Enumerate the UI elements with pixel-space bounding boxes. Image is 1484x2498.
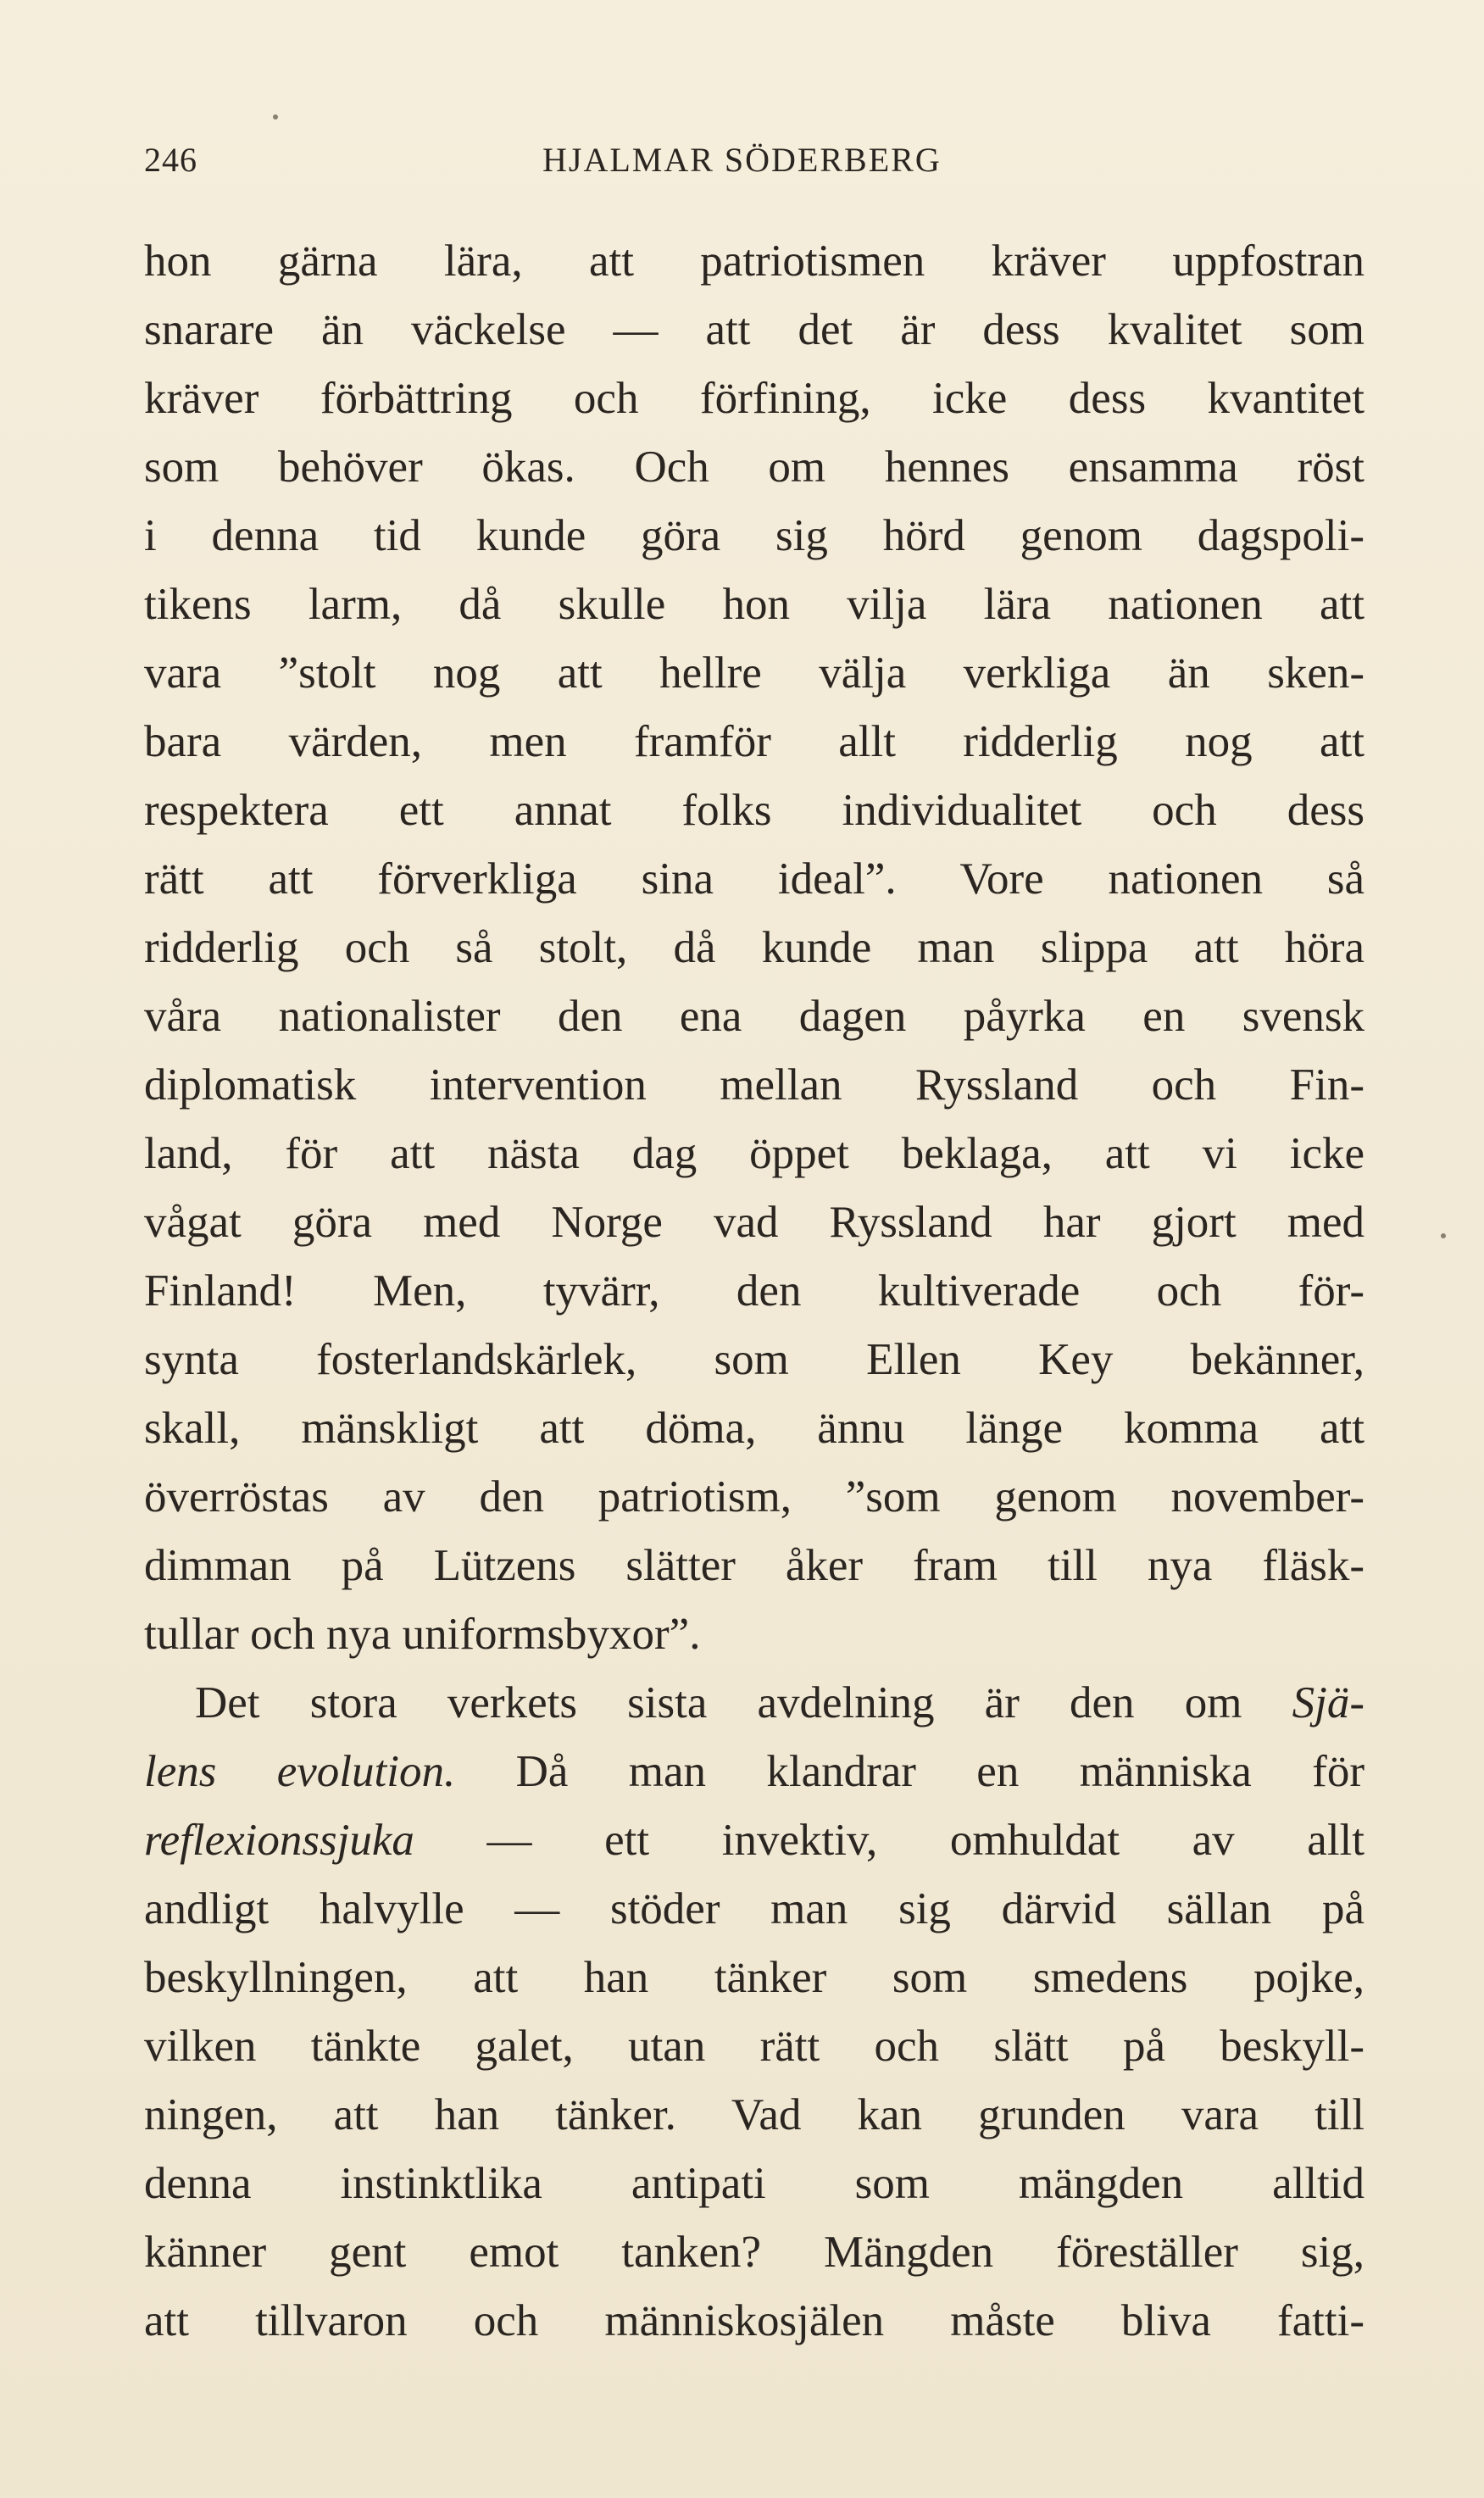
text-run: Då man klandrar en människa för [455, 1747, 1365, 1796]
text-line: dimman på Lützens slätter åker fram till nya fläsk- [144, 1541, 1365, 1590]
text-line: respektera ett annat folks individualitet och dess [144, 786, 1365, 835]
italic-text: lens evolution. [144, 1747, 456, 1796]
paper-speck [1441, 1233, 1446, 1238]
text-line: denna instinktlika antipati som mängden alltid [144, 2159, 1365, 2208]
text-line: överröstas av den patriotism, ”som genom november- [144, 1472, 1365, 1522]
text-line: känner gent emot tanken? Mängden föreställer sig, [144, 2228, 1365, 2277]
text-line: bara värden, men framför allt ridderlig nog att [144, 717, 1365, 766]
text-line [144, 1669, 1365, 1738]
text-run: — ett invektiv, omhuldat av allt [414, 1816, 1365, 1865]
text-run: Det stora verkets sista avdelning är den om [195, 1678, 1292, 1727]
text-line: skall, mänskligt att döma, ännu länge komma att [144, 1404, 1365, 1453]
text-line: i denna tid kunde göra sig hörd genom dagspoli- [144, 511, 1365, 560]
text-line: vågat göra med Norge vad Ryssland har gjort med [144, 1198, 1365, 1247]
text-line: ningen, att han tänker. Vad kan grunden vara till [144, 2090, 1365, 2139]
page-number: 246 [144, 141, 197, 179]
text-line: rätt att förverkliga sina ideal”. Vore nationen så [144, 854, 1365, 904]
text-line: hon gärna lära, att patriotismen kräver uppfostran [144, 236, 1365, 286]
text-line: synta fosterlandskärlek, som Ellen Key bekänner, [144, 1335, 1365, 1384]
running-title: HJALMAR SÖDERBERG [542, 141, 942, 179]
text-line: tullar och nya uniformsbyxor”. [144, 1610, 701, 1659]
text-line: ridderlig och så stolt, då kunde man slippa att höra [144, 923, 1365, 972]
text-line: tikens larm, då skulle hon vilja lära nationen att [144, 580, 1365, 629]
text-line [144, 1738, 1365, 1806]
text-line: land, för att nästa dag öppet beklaga, att vi icke [144, 1129, 1365, 1178]
italic-text: reflexionssjuka [144, 1816, 414, 1865]
text-line [144, 1806, 1365, 1875]
text-line: kräver förbättring och förfining, icke dess kvantitet [144, 374, 1365, 423]
body-text [144, 227, 1365, 2356]
text-line: att tillvaron och människosjälen måste bliva fatti- [144, 2296, 1365, 2345]
running-head [144, 140, 1365, 191]
text-line: vara ”stolt nog att hellre välja verkliga än sken- [144, 648, 1365, 698]
italic-text: Sjä- [1292, 1678, 1365, 1727]
text-line: våra nationalister den ena dagen påyrka en svensk [144, 992, 1365, 1041]
text-line: snarare än väckelse — att det är dess kvalitet som [144, 305, 1365, 354]
text-line: vilken tänkte galet, utan rätt och slätt på beskyll- [144, 2022, 1365, 2071]
text-line: som behöver ökas. Och om hennes ensamma röst [144, 442, 1365, 492]
text-line: diplomatisk intervention mellan Ryssland och Fin- [144, 1060, 1365, 1110]
text-line: beskyllningen, att han tänker som smedens pojke, [144, 1953, 1365, 2002]
text-line: andligt halvylle — stöder man sig därvid sällan på [144, 1884, 1365, 1933]
text-line: Finland! Men, tyvärr, den kultiverade och för- [144, 1266, 1365, 1316]
paper-speck [273, 114, 278, 120]
